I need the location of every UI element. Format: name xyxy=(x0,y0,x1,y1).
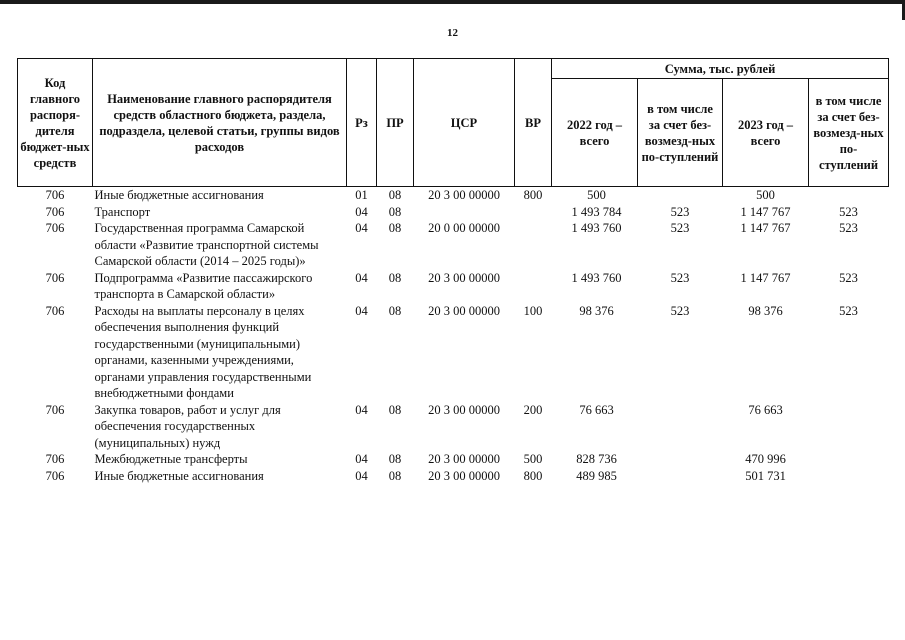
header-2023-total: 2023 год – всего xyxy=(723,79,809,187)
table-row xyxy=(18,451,889,468)
cell-2023-total: 500 xyxy=(756,188,775,202)
cell-pr: 08 xyxy=(388,402,402,417)
cell-rz: 04 xyxy=(355,468,368,483)
cell-csr: 20 3 00 00000 xyxy=(428,270,500,285)
cell-code: 706 xyxy=(45,452,65,466)
cell-2022-free xyxy=(638,451,723,468)
cell-2022-free xyxy=(638,468,723,485)
cell-csr: 20 3 00 00000 xyxy=(428,468,500,483)
cell-csr: 20 3 00 00000 xyxy=(428,452,500,466)
cell-pr: 08 xyxy=(388,188,402,202)
cell-rz: 04 xyxy=(355,204,368,219)
cell-pr: 08 xyxy=(388,204,402,219)
table-row xyxy=(18,187,889,204)
header-vr: ВР xyxy=(515,59,552,187)
cell-pr: 08 xyxy=(388,452,402,466)
table-row xyxy=(18,402,889,452)
cell-name: Иные бюджетные ассигнования xyxy=(94,188,264,202)
cell-name: Расходы на выплаты персоналу в целях обеспечения выполнения функций государственными (муниципальными) органами, казенными учреждениями, органами управления государственными внебюджетными фондами xyxy=(94,303,312,400)
cell-name: Межбюджетные трансферты xyxy=(94,452,248,466)
cell-rz: 04 xyxy=(355,303,368,318)
cell-2022-total: 1 493 784 xyxy=(571,204,622,219)
cell-2023-free xyxy=(809,402,889,452)
cell-vr xyxy=(515,270,552,303)
cell-pr: 08 xyxy=(388,270,402,285)
table-row xyxy=(18,270,889,303)
cell-2022-free xyxy=(638,402,723,452)
cell-rz: 04 xyxy=(355,221,368,235)
cell-2023-total: 1 147 767 xyxy=(740,204,791,219)
cell-2022-free xyxy=(638,187,723,204)
header-rz: Рз xyxy=(347,59,377,187)
header-2023-free: в том числе за счет без-возмезд-ных по-ступлений xyxy=(809,79,889,187)
cell-rz: 04 xyxy=(355,452,368,466)
table-row xyxy=(18,303,889,402)
scan-border-top xyxy=(0,0,905,4)
header-csr: ЦСР xyxy=(414,59,515,187)
cell-2022-free: 523 xyxy=(670,303,690,318)
cell-2023-total: 470 996 xyxy=(745,452,786,466)
header-pr: ПР xyxy=(377,59,414,187)
table-row xyxy=(18,468,889,485)
budget-table xyxy=(17,58,889,484)
cell-2022-free: 523 xyxy=(670,270,690,285)
cell-2023-total: 1 147 767 xyxy=(740,221,791,235)
cell-vr xyxy=(515,220,552,270)
cell-name: Подпрограмма «Развитие пассажирского транспорта в Самарской области» xyxy=(94,270,313,301)
cell-2023-total: 98 376 xyxy=(748,303,783,318)
header-sum-group: Сумма, тыс. рублей xyxy=(552,59,889,79)
cell-code: 706 xyxy=(45,270,65,285)
cell-2022-total: 828 736 xyxy=(576,452,617,466)
cell-2023-free: 523 xyxy=(839,270,858,285)
cell-csr: 20 3 00 00000 xyxy=(428,402,500,417)
header-2022-total: 2022 год – всего xyxy=(552,79,638,187)
cell-2022-free: 523 xyxy=(670,221,690,235)
cell-2023-total: 76 663 xyxy=(748,402,783,417)
table-row xyxy=(18,220,889,270)
cell-pr: 08 xyxy=(388,303,402,318)
cell-code: 706 xyxy=(45,303,65,318)
cell-rz: 04 xyxy=(355,402,368,417)
cell-2022-free: 523 xyxy=(670,204,690,219)
cell-2023-total: 1 147 767 xyxy=(740,270,791,285)
header-name: Наименование главного распорядителя средств областного бюджета, раздела, подраздела, целевой статьи, группы видов расходов xyxy=(93,59,347,187)
cell-csr: 20 3 00 00000 xyxy=(428,303,500,318)
cell-2022-total: 76 663 xyxy=(579,402,614,417)
cell-2023-free xyxy=(809,187,889,204)
cell-code: 706 xyxy=(45,468,65,483)
cell-rz: 04 xyxy=(355,270,368,285)
cell-vr: 800 xyxy=(523,188,543,202)
cell-2022-total: 98 376 xyxy=(579,303,614,318)
cell-code: 706 xyxy=(45,204,65,219)
cell-csr xyxy=(414,204,515,221)
cell-code: 706 xyxy=(45,221,65,235)
cell-code: 706 xyxy=(45,402,65,417)
table-row xyxy=(18,204,889,221)
cell-csr: 20 0 00 00000 xyxy=(428,221,500,235)
cell-2023-free: 523 xyxy=(839,221,858,235)
cell-2023-free: 523 xyxy=(839,204,858,219)
page-number: 12 xyxy=(447,27,458,39)
cell-2022-total: 500 xyxy=(587,188,606,202)
cell-vr: 100 xyxy=(523,303,543,318)
cell-name: Закупка товаров, работ и услуг для обеспечения государственных (муниципальных) нужд xyxy=(94,402,281,450)
cell-vr: 500 xyxy=(523,452,543,466)
cell-name: Государственная программа Самарской области «Развитие транспортной системы Самарской области (2014 – 2025 годы)» xyxy=(94,221,319,268)
cell-2023-free xyxy=(809,468,889,485)
cell-vr: 200 xyxy=(523,402,543,417)
cell-pr: 08 xyxy=(388,468,402,483)
cell-code: 706 xyxy=(45,188,65,202)
cell-2023-total: 501 731 xyxy=(745,468,786,483)
cell-vr: 800 xyxy=(523,468,543,483)
header-2022-free: в том числе за счет без-возмезд-ных по-ступлений xyxy=(638,79,723,187)
cell-vr xyxy=(515,204,552,221)
cell-name: Иные бюджетные ассигнования xyxy=(94,468,264,483)
table-header xyxy=(18,59,889,187)
cell-2022-total: 489 985 xyxy=(576,468,617,483)
cell-rz: 01 xyxy=(355,188,368,202)
cell-2022-total: 1 493 760 xyxy=(571,221,622,235)
cell-2023-free xyxy=(809,451,889,468)
cell-2022-total: 1 493 760 xyxy=(571,270,622,285)
header-code: Код главного распоря-дителя бюджет-ных средств xyxy=(18,59,93,187)
cell-csr: 20 3 00 00000 xyxy=(428,188,500,202)
cell-pr: 08 xyxy=(388,221,402,235)
cell-2023-free: 523 xyxy=(839,303,858,318)
cell-name: Транспорт xyxy=(94,204,151,219)
table-body xyxy=(18,187,889,485)
